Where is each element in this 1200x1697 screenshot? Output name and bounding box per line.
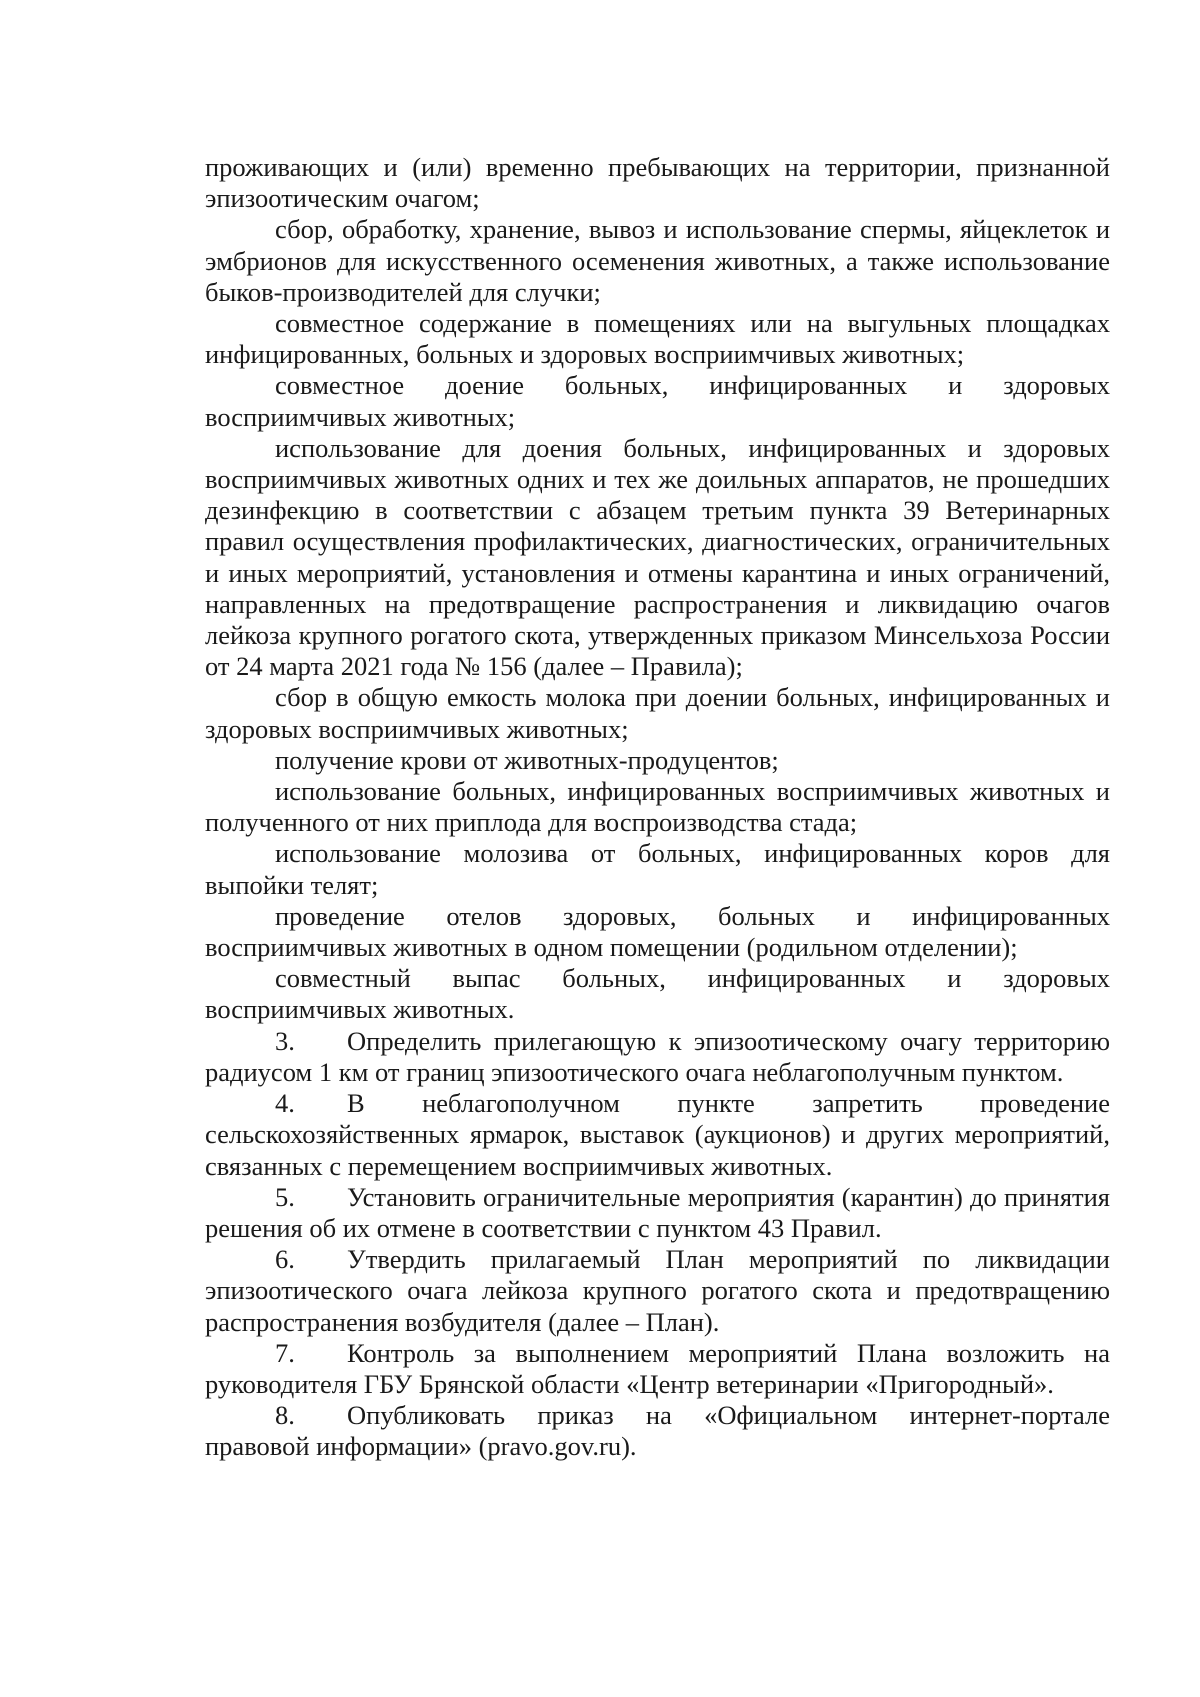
paragraph-prohibition-joint-housing: совместное содержание в помещениях или на выгульных площадках инфицированных, больных и здоровых восприимчивых животных;: [205, 308, 1110, 370]
paragraph-prohibition-milk-collection: сбор в общую емкость молока при доении больных, инфицированных и здоровых восприимчивых животных;: [205, 682, 1110, 744]
item-text: Установить ограничительные мероприятия (карантин) до принятия решения об их отмене в соответствии с пунктом 43 Правил.: [205, 1181, 1110, 1243]
item-number: 7.: [275, 1337, 295, 1368]
item-text: Утвердить прилагаемый План мероприятий по ликвидации эпизоотического очага лейкоза крупного рогатого скота и предотвращению распространения возбудителя (далее – План).: [205, 1244, 1110, 1337]
item-text: Определить прилегающую к эпизоотическому очагу территорию радиусом 1 км от границ эпизоотического очага неблагополучным пунктом.: [205, 1025, 1110, 1087]
item-text: В неблагополучном пункте запретить проведение сельскохозяйственных ярмарок, выставок (аукционов) и других мероприятий, связанных с перемещением восприимчивых животных.: [205, 1088, 1110, 1181]
paragraph-prohibition-semen: сбор, обработку, хранение, вывоз и использование спермы, яйцеклеток и эмбрионов для искусственного осеменения животных, а также использование быков-производителей для случки;: [205, 214, 1110, 307]
numbered-item-7: [205, 1338, 1110, 1400]
numbered-item-6: [205, 1244, 1110, 1338]
numbered-item-4: [205, 1088, 1110, 1182]
paragraph-continuation: проживающих и (или) временно пребывающих на территории, признанной эпизоотическим очагом;: [205, 152, 1110, 214]
item-text: Контроль за выполнением мероприятий Плана возложить на руководителя ГБУ Брянской области «Центр ветеринарии «Пригородный».: [205, 1337, 1110, 1399]
paragraph-prohibition-calving: проведение отелов здоровых, больных и инфицированных восприимчивых животных в одном помещении (родильном отделении);: [205, 900, 1110, 963]
numbered-item-3: [205, 1026, 1110, 1088]
numbered-item-5: [205, 1182, 1110, 1244]
item-text: Опубликовать приказ на «Официальном интернет-портале правовой информации» (pravo.gov.ru).: [205, 1400, 1110, 1462]
item-number: 8.: [275, 1400, 295, 1431]
paragraph-prohibition-reproduction: использование больных, инфицированных восприимчивых животных и полученного от них приплода для воспроизводства стада;: [205, 776, 1110, 838]
numbered-item-8: [205, 1400, 1110, 1462]
paragraph-prohibition-milking-devices: использование для доения больных, инфицированных и здоровых восприимчивых животных одних и тех же доильных аппаратов, не прошедших дезинфекцию в соответствии с абзацем третьим пункта 39 Ветеринарных правил осуществления профилактических, диагностических, ограничительных и иных мероприятий, установления и отмены карантина и иных ограничений, направленных на предотвращение распространения и ликвидацию очагов лейкоза крупного рогатого скота, утвержденных приказом Минсельхоза России от 24 марта 2021 года № 156 (далее – Правила);: [205, 432, 1110, 682]
paragraph-prohibition-colostrum: использование молозива от больных, инфицированных коров для выпойки телят;: [205, 838, 1110, 900]
item-number: 3.: [275, 1025, 295, 1056]
item-number: 5.: [275, 1181, 295, 1212]
paragraph-prohibition-joint-milking: совместное доение больных, инфицированных и здоровых восприимчивых животных;: [205, 370, 1110, 432]
item-number: 6.: [275, 1244, 295, 1275]
paragraph-prohibition-grazing: совместный выпас больных, инфицированных и здоровых восприимчивых животных.: [205, 963, 1110, 1025]
document-body: [205, 152, 1110, 1463]
item-number: 4.: [275, 1088, 295, 1119]
paragraph-prohibition-blood: получение крови от животных-продуцентов;: [275, 744, 779, 775]
